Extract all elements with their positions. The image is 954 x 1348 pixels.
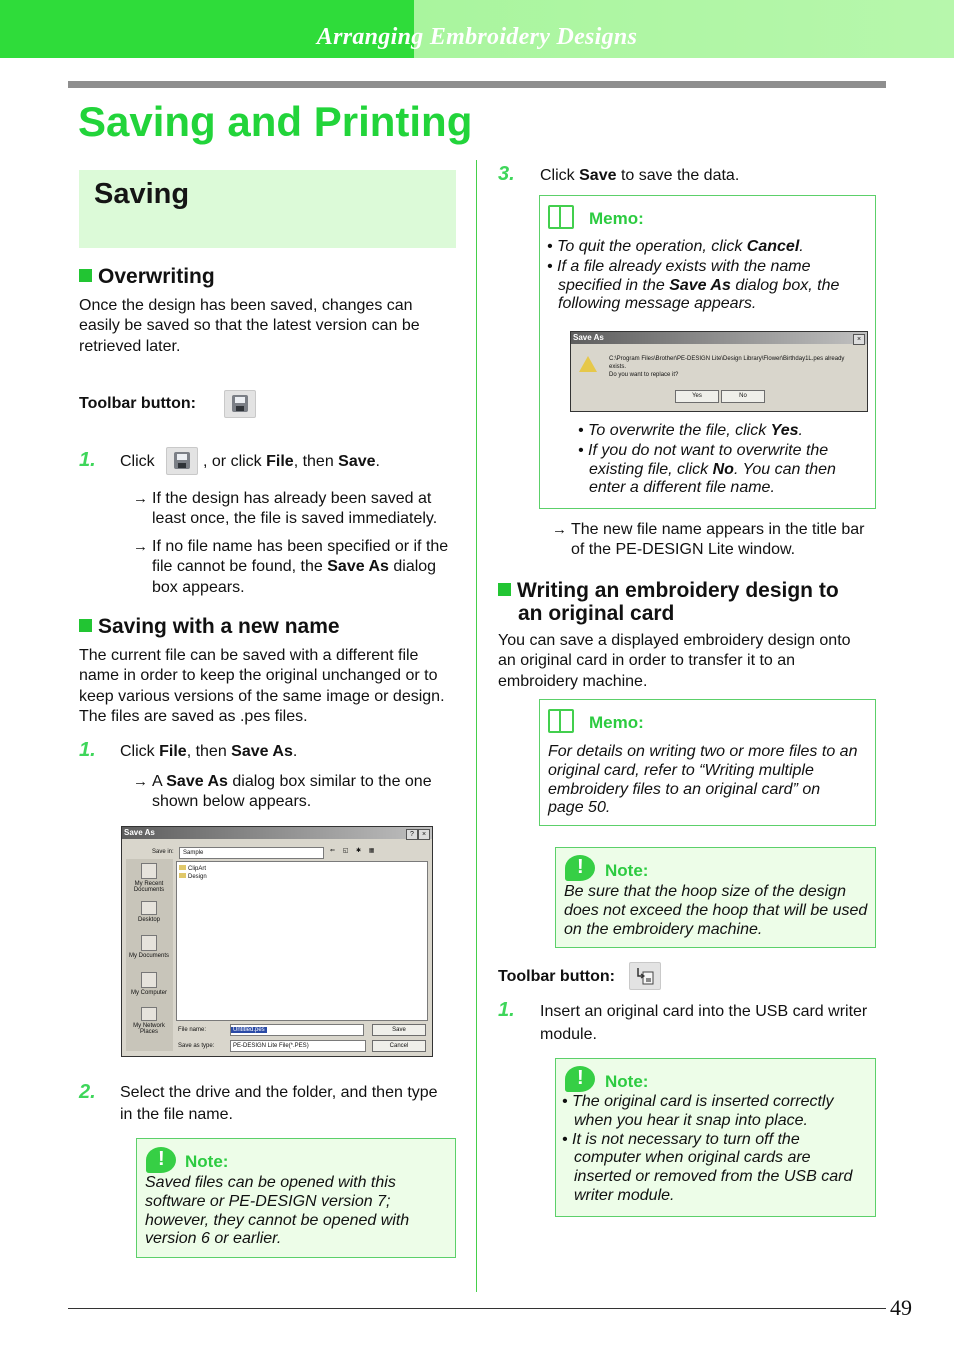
memo-icon <box>548 709 574 733</box>
page-number: 49 <box>890 1295 912 1320</box>
close-icon[interactable]: × <box>418 829 430 840</box>
footer-rule <box>68 1308 886 1309</box>
note-text: • The original card is inserted correctly when you hear it snap into place. • It is not necessary to turn off the computer when original cards are inserted or removed from the USB card writer module. <box>562 1093 853 1204</box>
write-card-toolbar-button[interactable] <box>629 962 661 990</box>
save-type-select[interactable]: PE-DESIGN Lite File(*.PES) <box>230 1040 366 1052</box>
memo-icon <box>548 205 574 229</box>
new-name-text: The current file can be saved with a different file name in order to keep the original unchanged or to keep various versions of the same image or design. The files are saved as .pes files. <box>79 647 445 726</box>
result-arrow: → <box>552 521 567 538</box>
new-name-heading: Saving with a new name <box>79 616 340 638</box>
floppy-disk-icon <box>174 452 190 469</box>
note-text: Be sure that the hoop size of the design does not exceed the hoop that will be used on the embroidery machine. <box>564 883 868 938</box>
note-title: Note: <box>605 1072 649 1091</box>
step-number: 3. <box>498 163 515 185</box>
memo-box <box>539 195 876 509</box>
result-text: The new file name appears in the title bar of the PE-DESIGN Lite window. <box>571 521 865 559</box>
save-inline-button[interactable] <box>166 447 198 475</box>
memo-title: Memo: <box>589 209 644 228</box>
place-computer[interactable]: My Computer <box>128 972 170 996</box>
result-arrow: → <box>133 773 148 790</box>
dialog-title: Save As <box>122 827 432 839</box>
note-box <box>555 1058 876 1217</box>
no-button[interactable]: No <box>721 390 765 403</box>
save-as-dialog <box>121 826 433 1057</box>
note-box <box>136 1138 456 1258</box>
page-title: Saving and Printing <box>78 98 473 145</box>
overwriting-heading: Overwriting <box>79 266 215 288</box>
card-heading: Writing an embroidery design to an original card <box>498 580 839 625</box>
save-toolbar-button[interactable] <box>224 390 256 418</box>
place-desktop[interactable]: Desktop <box>128 901 170 923</box>
toolbar-label: Toolbar button: <box>498 968 615 985</box>
save-type-label: Save as type: <box>178 1043 215 1049</box>
step-text-cont: , or click File, then Save. <box>203 453 380 470</box>
note-text: Saved files can be opened with this software or PE-DESIGN version 7; however, they cannot be opened with version 6 or earlier. <box>145 1174 410 1248</box>
step-text: Insert an original card into the USB card writer module. <box>540 1003 868 1044</box>
replace-confirm-dialog <box>570 331 868 412</box>
step-number: 2. <box>79 1081 96 1103</box>
save-in-label: Save in: <box>152 849 174 855</box>
file-name-label: File name: <box>178 1027 207 1033</box>
result-text: A Save As dialog box similar to the one shown below appears. <box>152 773 432 811</box>
note-icon <box>565 1066 595 1092</box>
result-text: If no file name has been specified or if the file cannot be found, the Save As dialog box appears. <box>152 538 449 596</box>
help-icon[interactable]: ? <box>406 829 418 840</box>
memo-text: • To quit the operation, click Cancel. • If a file already exists with the name specified in the Save As dialog box, the following message appears. <box>547 238 840 313</box>
warning-icon <box>579 356 597 372</box>
card-text: You can save a displayed embroidery design onto an original card in order to transfer it to an embroidery machine. <box>498 632 851 690</box>
list-item[interactable]: ClipArt <box>177 862 427 872</box>
overwriting-text: Once the design has been saved, changes can easily be saved so that the latest version can be retrieved later. <box>79 297 420 355</box>
dialog-title: Save As <box>571 332 867 344</box>
save-button[interactable]: Save <box>372 1024 426 1036</box>
floppy-disk-icon <box>232 395 248 412</box>
step-number: 1. <box>498 999 515 1021</box>
column-divider <box>476 160 477 1292</box>
dialog-toolbar-icons[interactable]: ⇐ ◱ ✱ ▦ <box>330 848 378 854</box>
save-in-select[interactable]: Sample <box>179 847 324 859</box>
step-number: 1. <box>79 739 96 761</box>
memo-box <box>539 699 876 826</box>
note-icon <box>146 1147 176 1173</box>
result-arrow: → <box>133 538 148 555</box>
place-network[interactable]: My Network Places <box>128 1007 170 1035</box>
memo-title: Memo: <box>589 713 644 732</box>
file-list[interactable] <box>176 861 428 1021</box>
note-box <box>555 847 876 948</box>
note-title: Note: <box>185 1152 229 1171</box>
chapter-title: Arranging Embroidery Designs <box>316 24 638 50</box>
step-text: Click <box>120 453 155 470</box>
step-text: Click Save to save the data. <box>540 167 740 184</box>
cancel-button[interactable]: Cancel <box>372 1040 426 1052</box>
close-icon[interactable]: × <box>853 334 865 345</box>
yes-button[interactable]: Yes <box>675 390 719 403</box>
place-recent[interactable]: My Recent Documents <box>128 863 170 893</box>
step-number: 1. <box>79 449 96 471</box>
note-title: Note: <box>605 861 649 880</box>
memo-text: For details on writing two or more files to an original card, refer to “Writing multiple embroidery files to an original card” on page 50. <box>548 743 858 817</box>
file-name-input[interactable]: Untitled.pes <box>230 1024 364 1036</box>
section-title: Saving <box>94 178 190 210</box>
note-icon <box>565 855 595 881</box>
heading-bullet-icon <box>79 619 92 632</box>
confirm-message: C:\Program Files\Brother\PE-DESIGN Lite\Design Library\Flower\Birthday1L.pes already exists. Do you want to replace it? <box>609 356 845 378</box>
list-item[interactable]: Design <box>177 872 427 880</box>
memo-text-cont: • To overwrite the file, click Yes. • If you do not want to overwrite the existing file, click No. You can then enter a different file name. <box>578 422 836 497</box>
step-text: Click File, then Save As. <box>120 743 298 760</box>
write-to-card-icon <box>635 966 655 986</box>
top-rule <box>68 81 886 88</box>
toolbar-label: Toolbar button: <box>79 395 196 412</box>
step-text: Select the drive and the folder, and then type in the file name. <box>120 1084 438 1124</box>
heading-bullet-icon <box>79 269 92 282</box>
result-text: If the design has already been saved at least once, the file is saved immediately. <box>152 490 438 528</box>
heading-bullet-icon <box>498 583 511 596</box>
place-documents[interactable]: My Documents <box>128 935 170 959</box>
result-arrow: → <box>133 490 148 507</box>
